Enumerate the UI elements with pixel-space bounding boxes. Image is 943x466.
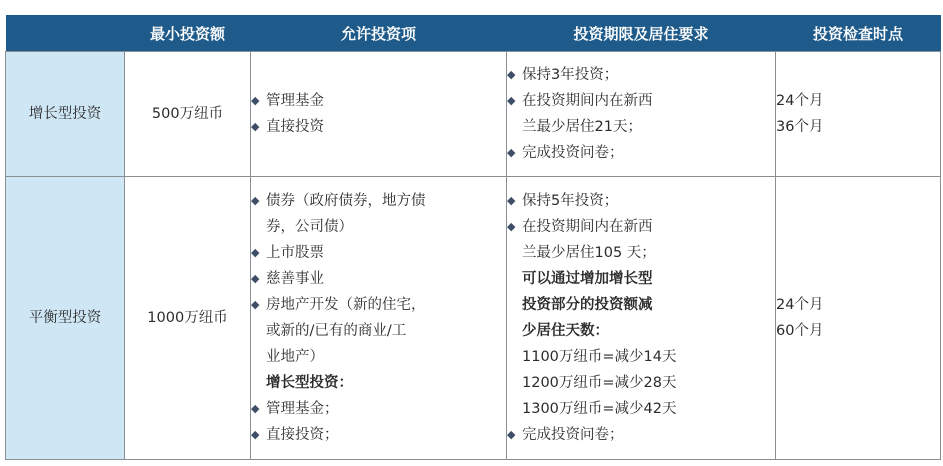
header-requirements: 投资期限及居住要求: [507, 15, 776, 52]
requirements-list: [507, 62, 775, 166]
continuation-line: 1300万纽币=减少42天: [522, 401, 677, 417]
table-row: [6, 52, 941, 177]
allowed-cell: [251, 52, 507, 177]
continuation-line: 可以通过增加增长型: [522, 271, 653, 287]
allowed-list: [251, 188, 506, 448]
check-time: 36个月: [776, 119, 824, 135]
header-check-times: 投资检查时点: [776, 15, 941, 52]
check-time: 60个月: [776, 323, 824, 339]
continuation-line: 券，公司债）: [266, 219, 353, 235]
bullet-item: ◆ 慈善事业: [251, 266, 506, 292]
table-row: [6, 177, 941, 460]
continuation-line: 投资部分的投资额减: [522, 297, 653, 313]
bullet-item: ◆ 管理基金；: [251, 396, 506, 422]
check-time: 24个月: [776, 93, 824, 109]
continuation-line: 兰最少居住21天；: [522, 119, 642, 135]
bullet-item: ◆ 完成投资问卷；: [507, 422, 775, 448]
requirements-cell: [507, 177, 776, 460]
continuation-line: 1200万纽币=减少28天: [522, 375, 677, 391]
investment-table: [5, 15, 941, 460]
check-times-cell: [776, 177, 941, 460]
bullet-item: ◆ 债券（政府债券，地方债: [251, 188, 506, 214]
bullet-item: ◆ 上市股票: [251, 240, 506, 266]
bullet-item: ◆ 保持3年投资；: [507, 62, 775, 88]
header-category: [6, 15, 125, 52]
requirements-cell: [507, 52, 776, 177]
bullet-item: ◆ 直接投资；: [251, 422, 506, 448]
bullet-item: ◆ 在投资期间内在新西: [507, 214, 775, 240]
header-row: [6, 15, 941, 52]
bullet-item: ◆ 房地产开发（新的住宅，: [251, 292, 506, 318]
bullet-item: ◆ 管理基金: [251, 88, 506, 114]
allowed-list: [251, 88, 506, 140]
min-amount-cell: 1000万纽币: [125, 177, 251, 460]
continuation-line: 增长型投资：: [266, 375, 353, 391]
continuation-line: 少居住天数：: [522, 323, 609, 339]
category-cell: 平衡型投资: [6, 177, 125, 460]
category-cell: 增长型投资: [6, 52, 125, 177]
bullet-item: ◆ 直接投资: [251, 114, 506, 140]
min-amount-cell: 500万纽币: [125, 52, 251, 177]
header-min-amount: 最小投资额: [125, 15, 251, 52]
bullet-item: ◆ 在投资期间内在新西: [507, 88, 775, 114]
continuation-line: 1100万纽币=减少14天: [522, 349, 677, 365]
check-time: 24个月: [776, 297, 824, 313]
bullet-item: ◆ 保持5年投资；: [507, 188, 775, 214]
header-allowed-investments: 允许投资项: [251, 15, 507, 52]
continuation-line: 或新的/已有的商业/工: [266, 323, 407, 339]
bullet-item: ◆ 完成投资问卷；: [507, 140, 775, 166]
continuation-line: 兰最少居住105 天；: [522, 245, 656, 261]
check-times-list: [776, 292, 940, 344]
requirements-list: [507, 188, 775, 448]
allowed-cell: [251, 177, 507, 460]
check-times-list: [776, 88, 940, 140]
check-times-cell: [776, 52, 941, 177]
continuation-line: 业地产）: [266, 349, 324, 365]
